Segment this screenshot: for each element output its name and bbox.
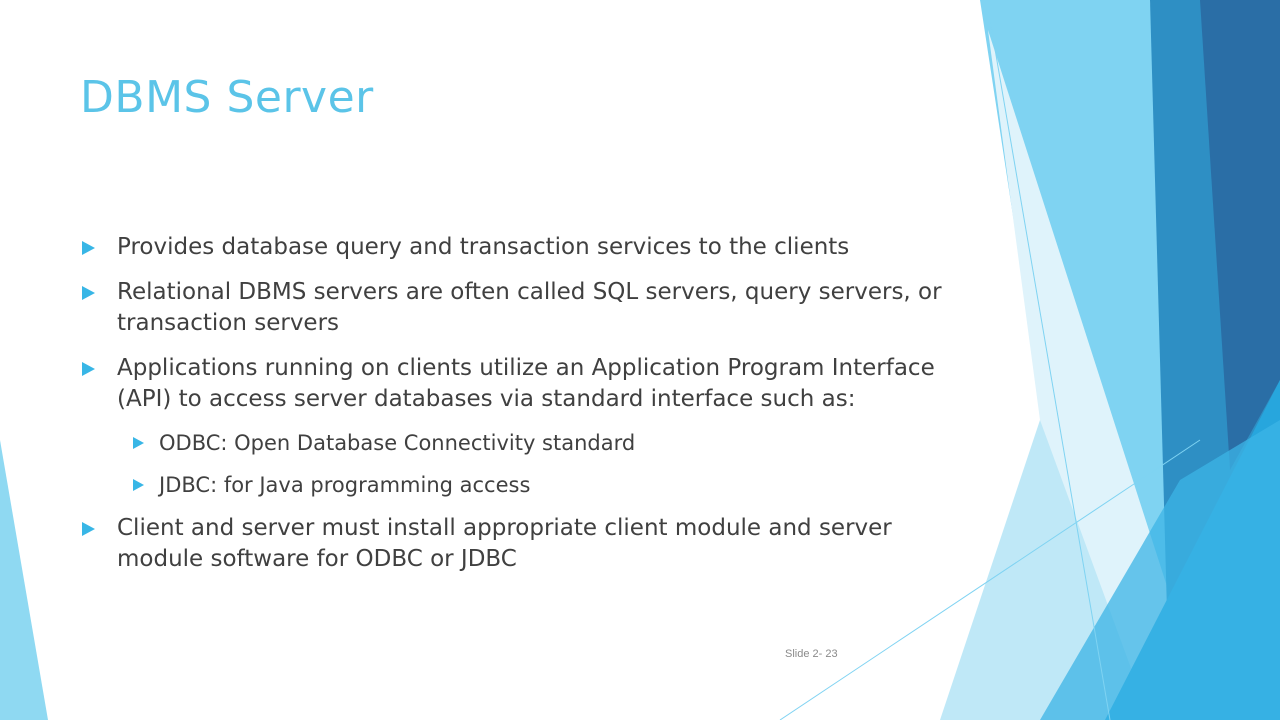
slide-title: DBMS Server bbox=[80, 72, 374, 123]
bullet-item bbox=[80, 353, 950, 415]
bullet-text: Client and server must install appropriate client module and server module software for ODBC or JDBC bbox=[117, 515, 892, 572]
bullet-text: Provides database query and transaction services to the clients bbox=[117, 234, 850, 260]
bullet-item bbox=[80, 513, 950, 575]
sub-bullet-item bbox=[80, 429, 950, 457]
bullet-text: Applications running on clients utilize an Application Program Interface (API) to access server databases via standard interface such as: bbox=[117, 355, 935, 412]
left-accent-shape bbox=[0, 440, 48, 720]
arrow-bullet-icon bbox=[82, 522, 95, 536]
sub-bullet-item bbox=[80, 471, 950, 499]
sub-bullet-text: JDBC: for Java programming access bbox=[159, 473, 531, 497]
arrow-bullet-icon bbox=[82, 362, 95, 376]
arrow-bullet-icon bbox=[133, 479, 144, 491]
bullet-text: Relational DBMS servers are often called SQL servers, query servers, or transaction servers bbox=[117, 279, 942, 336]
arrow-bullet-icon bbox=[82, 241, 95, 255]
arrow-bullet-icon bbox=[82, 286, 95, 300]
bullet-item bbox=[80, 277, 950, 339]
bullet-list bbox=[80, 232, 950, 589]
arrow-bullet-icon bbox=[133, 437, 144, 449]
bullet-item bbox=[80, 232, 950, 263]
sub-bullet-text: ODBC: Open Database Connectivity standard bbox=[159, 431, 636, 455]
slide-number: Slide 2- 23 bbox=[785, 648, 838, 660]
